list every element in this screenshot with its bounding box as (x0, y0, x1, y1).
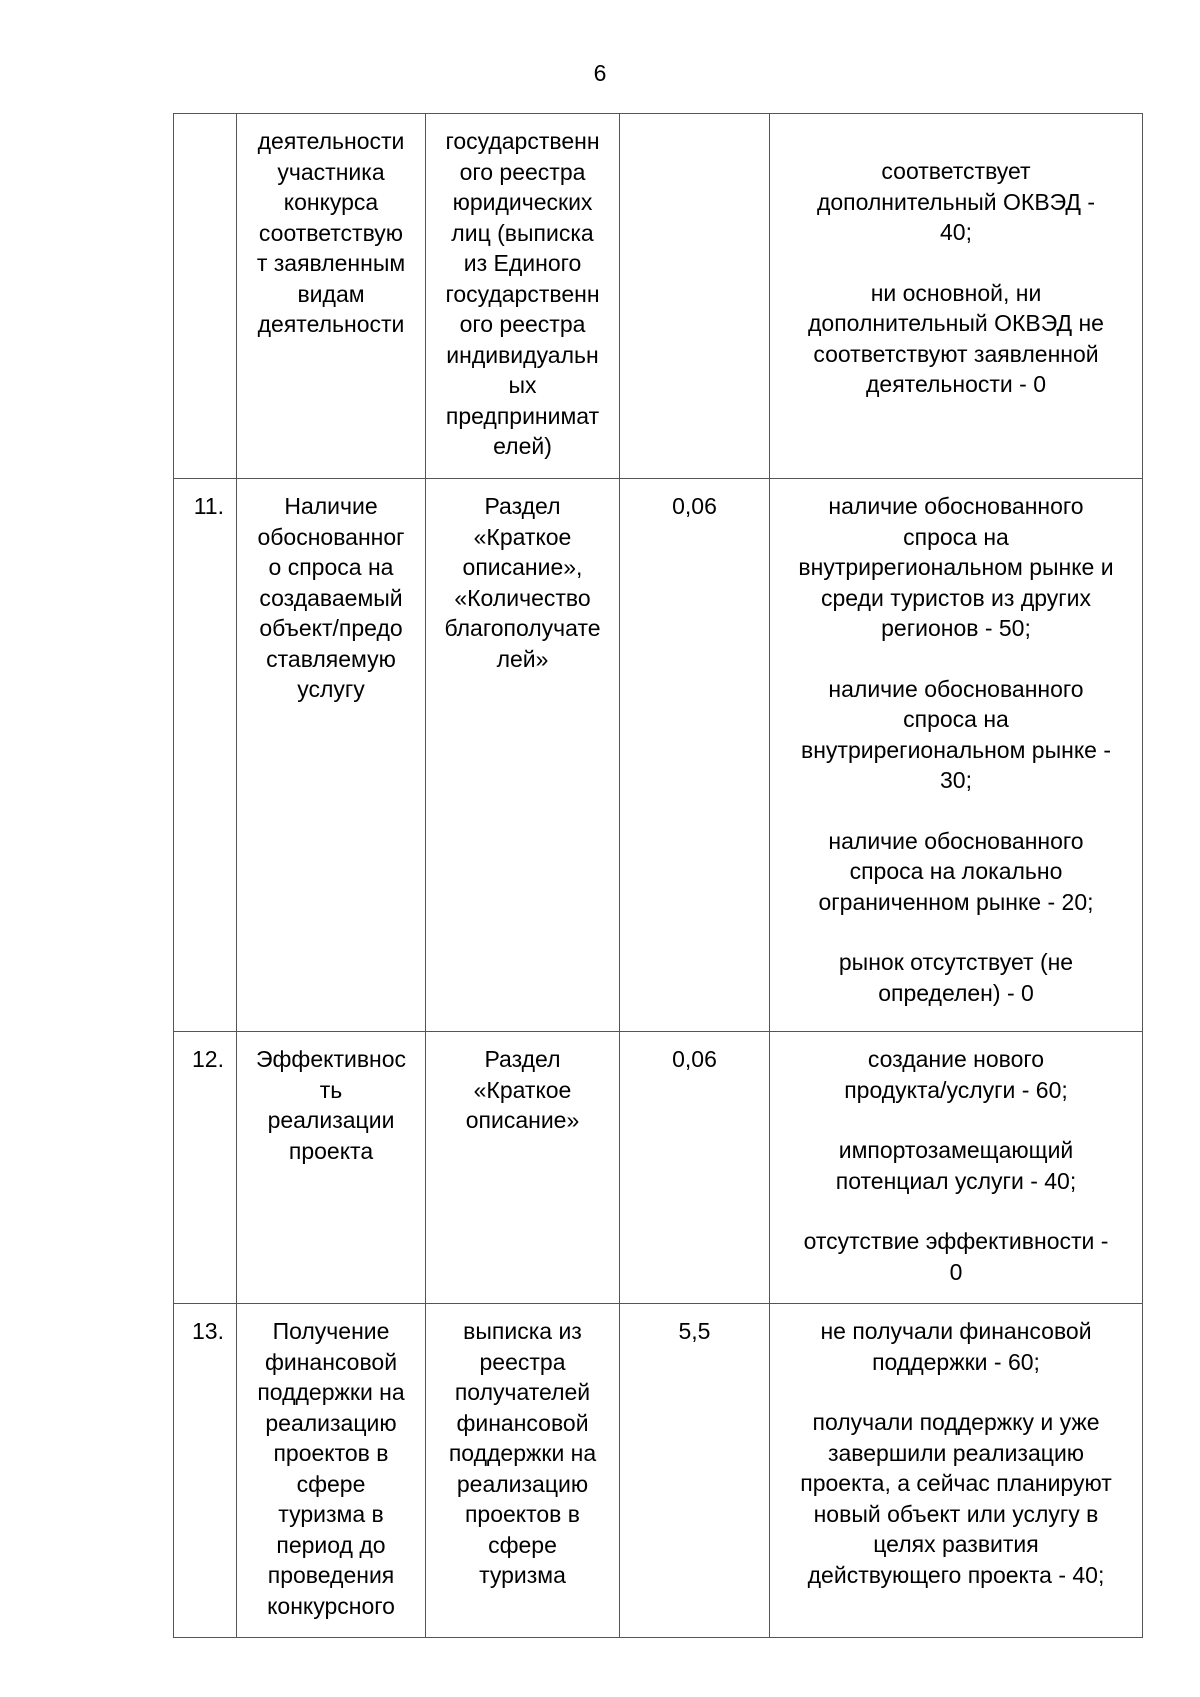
source-line: описание» (465, 1107, 580, 1133)
scores-cell (770, 479, 1143, 1032)
page-number: 6 (593, 60, 607, 86)
criterion-line: конкурсного (267, 1592, 395, 1619)
criterion-cell (237, 1304, 426, 1638)
criterion-line: участника (277, 158, 385, 185)
criterion-line: объект/предо (259, 615, 403, 641)
source-line: «Краткое (473, 1076, 572, 1103)
criterion-cell (237, 1032, 426, 1304)
row-number: 12. (174, 1032, 237, 1304)
source-line: из Единого (463, 250, 582, 276)
criterion-line: проектов в (273, 1440, 389, 1466)
score-line: не получали финансовой (820, 1318, 1092, 1344)
source-line: индивидуальн (446, 341, 599, 368)
score-option (774, 156, 1138, 248)
score-line: деятельности - 0 (866, 371, 1046, 397)
score-line: спроса на (903, 706, 1009, 732)
source-line: лей» (496, 645, 549, 672)
score-line: определен) - 0 (878, 979, 1034, 1006)
criterion-line: реализации (267, 1107, 395, 1133)
table-row (174, 479, 1143, 1032)
score-line: соответствует (881, 158, 1031, 184)
score-line: завершили реализацию (827, 1439, 1085, 1466)
score-line: поддержки - 60; (872, 1348, 1040, 1375)
criteria-table-body (174, 114, 1143, 1638)
score-option (774, 674, 1138, 796)
source-line: финансовой (456, 1409, 589, 1436)
source-line: туризма (479, 1562, 566, 1588)
source-line: ых (508, 372, 537, 398)
score-option (774, 278, 1138, 400)
source-line: Раздел (484, 1046, 561, 1072)
source-line: ого реестра (459, 158, 586, 185)
row-number (174, 114, 237, 479)
score-line: внутрирегиональном рынке - (801, 736, 1111, 763)
criterion-line: деятельности (257, 128, 405, 154)
score-line: целях развития (873, 1531, 1039, 1557)
score-line: дополнительный ОКВЭД не (808, 310, 1104, 336)
source-line: реестра (479, 1348, 566, 1375)
criterion-line: услугу (297, 676, 365, 702)
score-option (774, 1044, 1138, 1105)
table-row (174, 114, 1143, 479)
score-line: 40; (940, 219, 972, 245)
criterion-line: т заявленным (256, 250, 406, 276)
row-number: 11. (174, 479, 237, 1032)
score-line: отсутствие эффективности - (803, 1228, 1109, 1254)
source-line: Раздел (484, 493, 561, 519)
score-option (774, 491, 1138, 644)
source-line: ого реестра (459, 311, 586, 337)
criterion-line: Наличие (284, 493, 378, 519)
criterion-cell (237, 479, 426, 1032)
source-line: выписка из (463, 1318, 582, 1344)
score-line: проекта, а сейчас планируют (800, 1470, 1112, 1496)
source-line: проектов в (464, 1501, 581, 1527)
criterion-line: финансовой (264, 1348, 398, 1375)
score-line: потенциал услуги - 40; (835, 1167, 1077, 1194)
source-cell (426, 1304, 620, 1638)
criterion-line: о спроса на (268, 554, 394, 580)
scores-cell (770, 114, 1143, 479)
score-option (774, 947, 1138, 1008)
score-line: наличие обоснованного (828, 493, 1084, 519)
criterion-line: сфере (296, 1470, 366, 1497)
source-line: государственн (445, 280, 600, 307)
criterion-line: деятельности (257, 311, 405, 337)
score-line: 0 (949, 1258, 963, 1285)
criterion-line: ставляемую (266, 645, 396, 672)
score-line: регионов - 50; (881, 615, 1031, 641)
score-line: продукта/услуги - 60; (844, 1076, 1068, 1103)
table-row (174, 1304, 1143, 1638)
source-cell (426, 479, 620, 1032)
score-option (774, 1226, 1138, 1287)
table-row (174, 1032, 1143, 1304)
score-line: ни основной, ни (870, 279, 1042, 306)
source-line: государственн (445, 128, 600, 154)
score-line: рынок отсутствует (не (838, 949, 1074, 975)
criterion-line: проекта (288, 1137, 374, 1164)
score-line: действующего проекта - 40; (807, 1561, 1105, 1588)
score-line: наличие обоснованного (828, 675, 1084, 702)
source-line: «Краткое (473, 523, 572, 550)
score-line: внутрирегиональном рынке и (798, 554, 1114, 580)
criteria-table (173, 113, 1143, 1638)
score-line: спроса на локально (849, 858, 1063, 884)
source-line: предпринимат (445, 402, 600, 429)
score-option (774, 826, 1138, 918)
source-line: юридических (452, 189, 593, 215)
score-line: импортозамещающий (838, 1137, 1074, 1163)
criterion-line: ть (319, 1076, 343, 1103)
score-line: ограниченном рынке - 20; (818, 888, 1094, 915)
criterion-line: обоснованног (257, 523, 405, 550)
weight-cell: 0,06 (620, 1032, 770, 1304)
score-line: дополнительный ОКВЭД - (816, 188, 1096, 215)
source-line: получателей (454, 1379, 591, 1405)
source-line: елей) (493, 433, 552, 459)
score-line: получали поддержку и уже (812, 1409, 1100, 1435)
criterion-line: соответствую (258, 219, 404, 246)
weight-cell: 0,06 (620, 479, 770, 1032)
scores-cell (770, 1304, 1143, 1638)
criterion-line: период до (276, 1531, 386, 1558)
source-line: благополучате (444, 615, 601, 641)
criterion-line: конкурса (283, 189, 379, 215)
source-cell (426, 114, 620, 479)
score-line: 30; (940, 767, 972, 793)
score-line: создание нового (867, 1046, 1045, 1072)
criterion-line: Эффективнос (255, 1046, 407, 1072)
source-line: лиц (выписка (451, 219, 594, 246)
source-cell (426, 1032, 620, 1304)
criterion-line: реализацию (265, 1409, 397, 1436)
source-line: «Количество (454, 584, 591, 611)
score-line: наличие обоснованного (828, 827, 1084, 854)
source-line: сфере (488, 1531, 557, 1558)
criterion-line: создаваемый (259, 584, 403, 611)
row-number: 13. (174, 1304, 237, 1638)
score-option (774, 1316, 1138, 1377)
score-line: соответствуют заявленной (813, 340, 1099, 367)
weight-cell (620, 114, 770, 479)
source-line: описание», (462, 554, 583, 580)
score-line: новый объект или услугу в (813, 1500, 1099, 1527)
score-line: спроса на (903, 523, 1009, 550)
criterion-cell (237, 114, 426, 479)
score-line: среди туристов из других (820, 584, 1092, 611)
source-line: поддержки на (448, 1440, 597, 1466)
criterion-line: видам (297, 280, 365, 307)
criterion-line: туризма в (278, 1501, 384, 1527)
scores-cell (770, 1032, 1143, 1304)
source-line: реализацию (456, 1470, 589, 1497)
criterion-line: Получение (272, 1318, 390, 1344)
score-option (774, 1135, 1138, 1196)
criterion-line: поддержки на (257, 1379, 405, 1405)
score-option (774, 1407, 1138, 1590)
weight-cell: 5,5 (620, 1304, 770, 1638)
criterion-line: проведения (267, 1562, 395, 1588)
